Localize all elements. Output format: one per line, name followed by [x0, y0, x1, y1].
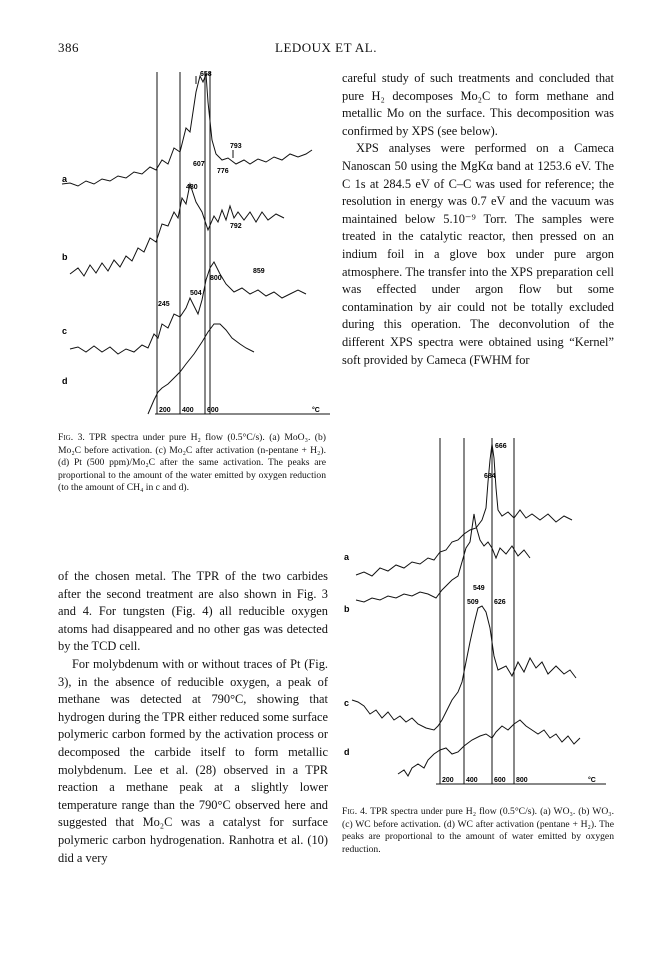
- paragraph: of the chosen metal. The TPR of the two carbides after the second treatment are also shown in Fig. 3 and 4. For tungsten (Fig. 4) all reducible oxygen atoms had disappeared and no other gas was detected by the TCD cell.: [58, 569, 328, 654]
- fig4-caption-label: Fig. 4.: [342, 806, 368, 817]
- running-title: LEDOUX ET AL.: [275, 40, 377, 55]
- fig3-peak-label: 658: [200, 71, 212, 78]
- fig3-tick-label: 600: [207, 407, 219, 414]
- fig4-tick-label: 600: [494, 777, 506, 784]
- fig4-panel-label: b: [344, 604, 350, 614]
- fig3-peak-label: 480: [186, 184, 198, 191]
- fig3-panel-label: a: [62, 174, 68, 184]
- figure-4: [336, 430, 626, 790]
- fig4-peak-label: 666: [495, 443, 507, 450]
- fig3-axis-unit: °C: [312, 407, 320, 414]
- fig3-peak-label: 859: [253, 268, 265, 275]
- fig3-panel-label: c: [62, 326, 68, 336]
- fig4-peak-label: 626: [494, 599, 506, 606]
- paragraph: XPS analyses were performed on a Cameca Nanoscan 50 using the MgKα band at 1253.6 eV. The C 1s at 284.5 eV of C–C was used for reference; the resolution in energy was 0.7 eV and the vacuum was maintained below 5.10⁻⁹ Torr. The samples were treated in the catalytic reactor, then pressed on an indium foil in a glove box under pure argon atmosphere. The transfer into the XPS preparation cell was effected under argon flow but some contamination by air could not be totally excluded during this operation. The deconvolution of the different XPS spectra were obtained using “Kernel” soft provided by Cameca (FWHM for: [342, 141, 614, 367]
- fig4-peak-label: 509: [467, 599, 479, 606]
- fig3-caption-label: Fig. 3.: [58, 432, 85, 443]
- fig4-peak-label: 684: [484, 473, 496, 480]
- paragraph: For molybdenum with or without traces of Pt (Fig. 3), in the absence of reducible oxygen, a peak of methane was detected at 790°C, showing that hydrogen during the TPR either reduced some surface polymeric carbon formed by the activation process or decomposed the carbide itself to form metallic molybdenum. Lee et al. (28) observed in a TPR reaction a methane peak at a slightly lower temperature range than the 790°C observed here and suggested that Mo₂C was a catalyst for surface polymeric carbon hydrogenation. Ranhotra et al. (10) did a very: [58, 656, 328, 865]
- fig4-caption: [342, 806, 614, 856]
- left-column-text: [58, 568, 328, 867]
- fig3-peak-label: 607: [193, 161, 205, 168]
- fig4-panel-label: a: [344, 552, 350, 562]
- fig4-axis-unit: °C: [588, 777, 596, 784]
- fig4-caption-text: TPR spectra under pure H₂ flow (0.5°C/s). (a) WO₃. (b) WO₃. (c) WC before activation. (d) WC after activation (pentane + H₂). The peaks are proportional to the amount of water emitted by oxygen reduction.: [342, 806, 615, 855]
- fig3-caption: [58, 432, 326, 495]
- right-column-text: [342, 70, 614, 369]
- paragraph: careful study of such treatments and concluded that pure H₂ decomposes Mo₂C to form methane and metallic Mo on the surface. This decomposition was confirmed by XPS (see below).: [342, 71, 614, 138]
- fig4-panel-label: d: [344, 747, 350, 757]
- page-number: 386: [58, 40, 79, 55]
- fig3-peak-label: 245: [158, 301, 170, 308]
- fig3-peak-label: 800: [210, 275, 222, 282]
- fig3-peak-label: 793: [230, 143, 242, 150]
- fig4-panel-label: c: [344, 698, 350, 708]
- fig3-tick-label: 200: [159, 407, 171, 414]
- fig3-peak-label: 504: [190, 290, 202, 297]
- fig4-peak-label: 549: [473, 585, 485, 592]
- fig3-tick-label: 400: [182, 407, 194, 414]
- fig4-tick-label: 800: [516, 777, 528, 784]
- fig4-tick-label: 200: [442, 777, 454, 784]
- fig3-panel-label: d: [62, 376, 68, 386]
- figure-3: [50, 62, 350, 432]
- fig4-tick-label: 400: [466, 777, 478, 784]
- fig3-peak-label: 776: [217, 168, 229, 175]
- fig3-peak-label: 792: [230, 223, 242, 230]
- fig3-caption-text: TPR spectra under pure H₂ flow (0.5°C/s). (a) MoO₃. (b) Mo₂C before activation. (c) Mo₂C after activation (n-pentane + H₂). (d) Pt (500 ppm)/Mo₂C after the same activation. The peaks are proportional to the amount of the water emitted by oxygen reduction (to the amount of CH₄ in c and d).: [58, 432, 326, 494]
- fig3-panel-label: b: [62, 252, 68, 262]
